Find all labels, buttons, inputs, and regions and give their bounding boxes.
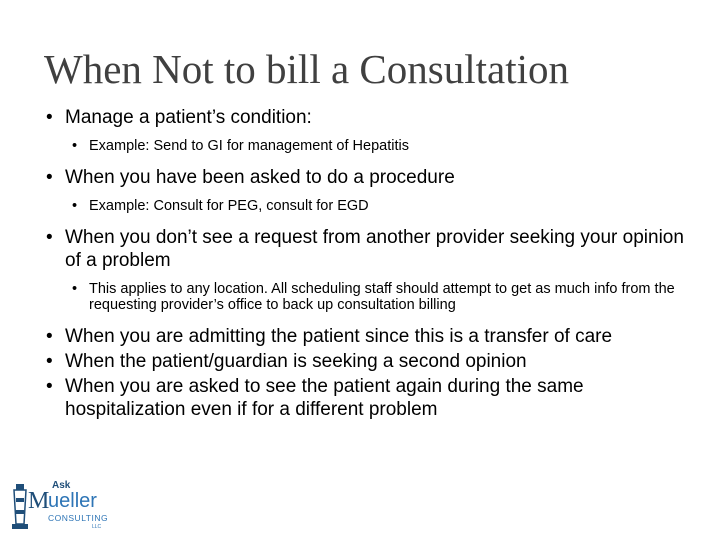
bullet-list — [40, 94, 690, 421]
bullet-item: • When you are admitting the patient since this is a transfer of care — [40, 325, 690, 348]
bullet-item: • When you are asked to see the patient again during the same hospitalization even if for a different problem — [40, 375, 690, 421]
logo-m-text: M — [28, 488, 50, 514]
logo-consulting-text: CONSULTING — [48, 513, 109, 523]
logo-llc-text: LLC — [92, 524, 102, 530]
bullet-item: • When the patient/guardian is seeking a second opinion — [40, 350, 690, 373]
sub-bullet-item: • Example: Consult for PEG, consult for EGD — [40, 198, 690, 214]
logo-ask-text: Ask — [52, 480, 71, 491]
bullet-item: • When you have been asked to do a procedure — [40, 166, 690, 189]
bullet-item: • When you don’t see a request from another provider seeking your opinion of a problem — [40, 226, 690, 272]
company-logo — [12, 480, 109, 534]
slide-title: When Not to bill a Consultation — [44, 46, 569, 92]
bullet-item: • Manage a patient’s condition: — [40, 106, 690, 129]
lighthouse-icon — [12, 484, 28, 530]
logo-ueller-text: ueller — [48, 490, 97, 512]
sub-bullet-item: • Example: Send to GI for management of Hepatitis — [40, 138, 690, 154]
sub-bullet-item: • This applies to any location. All scheduling staff should attempt to get as much info from the requesting provider’s office to back up consultation billing — [40, 281, 690, 313]
